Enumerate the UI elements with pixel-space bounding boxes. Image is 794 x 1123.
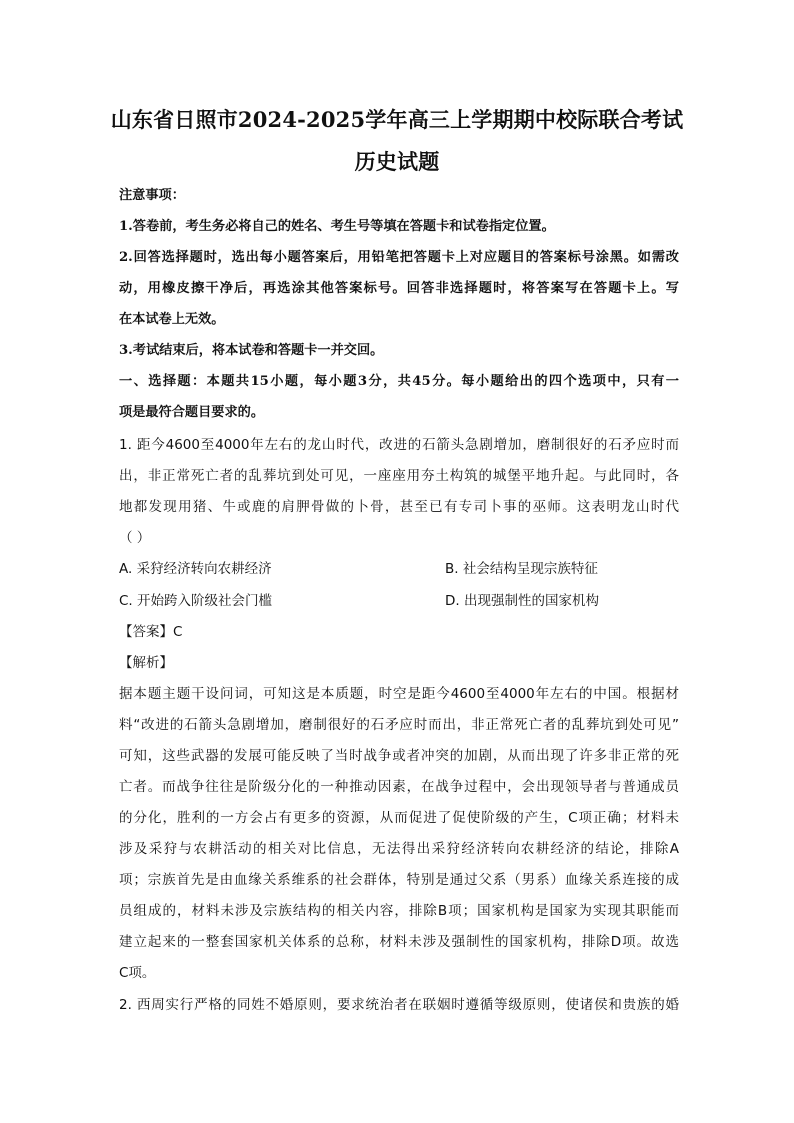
question-1-analysis-label: 【解析】: [119, 655, 173, 671]
question-1-stem-line-1: 1. 距今4600至4000年左右的龙山时代，改进的石箭头急剧增加，磨制很好的石矛应时而: [119, 437, 679, 453]
analysis-line: 项；宗族首先是由血缘关系维系的社会群体，特别是通过父系（男系）血缘关系连接的成: [119, 872, 679, 888]
notice-item-3: 3.考试结束后，将本试卷和答题卡一并交回。: [119, 343, 384, 358]
question-1-stem-line-2: 出，非正常死亡者的乱葬坑到处可见，一座座用夯土构筑的城堡平地升起。与此同时，各: [119, 468, 679, 484]
notice-item-2-line-2: 动，用橡皮擦干净后，再选涂其他答案标号。回答非选择题时，将答案写在答题卡上。写: [119, 281, 679, 296]
analysis-line: 员组成的，材料未涉及宗族结构的相关内容，排除B项；国家机构是国家为实现其职能而: [119, 903, 679, 919]
analysis-line: 建立起来的一整套国家机关体系的总称，材料未涉及强制性的国家机构，排除D项。故选: [119, 934, 679, 950]
notice-item-2-line-1: 2.回答选择题时，选出每小题答案后，用铅笔把答题卡上对应题目的答案标号涂黑。如需改: [119, 250, 679, 265]
notice-item-2-line-3: 在本试卷上无效。: [119, 312, 225, 327]
question-1-option-c: C. 开始跨入阶级社会门槛: [119, 593, 273, 609]
notice-label: 注意事项：: [119, 188, 185, 203]
question-1-option-b: B. 社会结构呈现宗族特征: [445, 561, 598, 577]
question-2-stem-line-1: 2. 西周实行严格的同姓不婚原则，要求统治者在联姻时遵循等级原则，使诸侯和贵族的婚: [119, 997, 679, 1013]
document-subtitle: 历史试题: [354, 149, 440, 174]
analysis-line: 涉及采狩与农耕活动的相关对比信息，无法得出采狩经济转向农耕经济的结论，排除A: [119, 841, 679, 857]
analysis-line: 据本题主题干设问词，可知这是本质题，时空是距今4600至4000年左右的中国。根据材: [119, 686, 679, 702]
analysis-line: C项。: [119, 965, 156, 981]
section-heading-line-2: 项是最符合题目要求的。: [119, 405, 265, 420]
document-title: 山东省日照市2024-2025学年高三上学期期中校际联合考试: [110, 107, 684, 132]
question-1-option-a: A. 采狩经济转向农耕经济: [119, 561, 272, 577]
analysis-line: 的分化，胜利的一方会占有更多的资源，从而促进了促使阶级的产生，C项正确；材料未: [119, 810, 679, 826]
analysis-line: 料“改进的石箭头急剧增加，磨制很好的石矛应时而出，非正常死亡者的乱葬坑到处可见”: [119, 717, 679, 733]
question-1-answer: 【答案】C: [119, 624, 183, 640]
analysis-line: 亡者。而战争往往是阶级分化的一种推动因素，在战争过程中，会出现领导者与普通成员: [119, 779, 679, 795]
analysis-line: 可知，这些武器的发展可能反映了当时战争或者冲突的加剧，从而出现了许多非正常的死: [119, 748, 679, 764]
notice-item-1: 1.答卷前，考生务必将自己的姓名、考生号等填在答题卡和试卷指定位置。: [119, 219, 555, 234]
question-1-answer-paren: （ ）: [119, 530, 151, 546]
section-heading-line-1: 一、选择题：本题共15小题，每小题3分，共45分。每小题给出的四个选项中，只有一: [119, 374, 679, 389]
question-1-option-d: D. 出现强制性的国家机构: [445, 593, 599, 609]
question-1-stem-line-3: 地都发现用猪、牛或鹿的肩胛骨做的卜骨，甚至已有专司卜事的巫师。这表明龙山时代: [119, 499, 679, 515]
